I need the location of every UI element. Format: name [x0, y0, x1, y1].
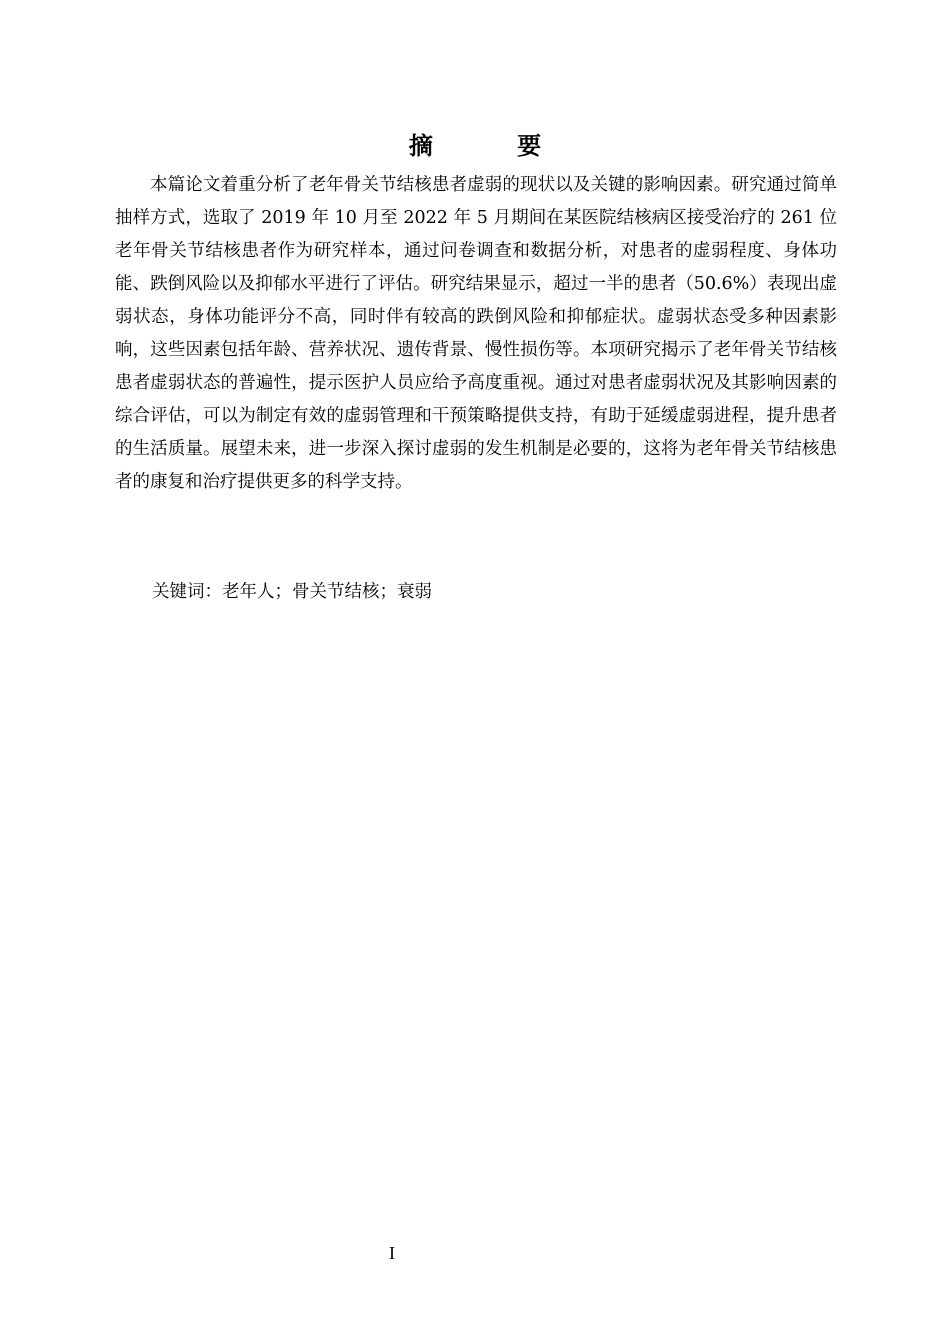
page-number: I [389, 1243, 395, 1263]
abstract-body: 本篇论文着重分析了老年骨关节结核患者虚弱的现状以及关键的影响因素。研究通过简单抽样方式，选取了 2019 年 10 月至 2022 年 5 月期间在某医院结核病区接受治疗的 261 位老年骨关节结核患者作为研究样本，通过问卷调查和数据分析，对患者的虚弱程度、身体功能、跌倒风险以及抑郁水平进行了评估。研究结果显示，超过一半的患者（50.6%）表现出虚弱状态，身体功能评分不高，同时伴有较高的跌倒风险和抑郁症状。虚弱状态受多种因素影响，这些因素包括年龄、营养状况、遗传背景、慢性损伤等。本项研究揭示了老年骨关节结核患者虚弱状态的普遍性，提示医护人员应给予高度重视。通过对患者虚弱状况及其影响因素的综合评估，可以为制定有效的虚弱管理和干预策略提供支持，有助于延缓虚弱进程，提升患者的生活质量。展望未来，进一步深入探讨虚弱的发生机制是必要的，这将为老年骨关节结核患者的康复和治疗提供更多的科学支持。 [115, 175, 837, 492]
keywords-list: 老年人；骨关节结核；衰弱 [222, 582, 432, 602]
abstract-title: 摘 要 [408, 132, 580, 160]
keywords-line [152, 576, 432, 608]
keywords-label: 关键词： [152, 582, 222, 602]
